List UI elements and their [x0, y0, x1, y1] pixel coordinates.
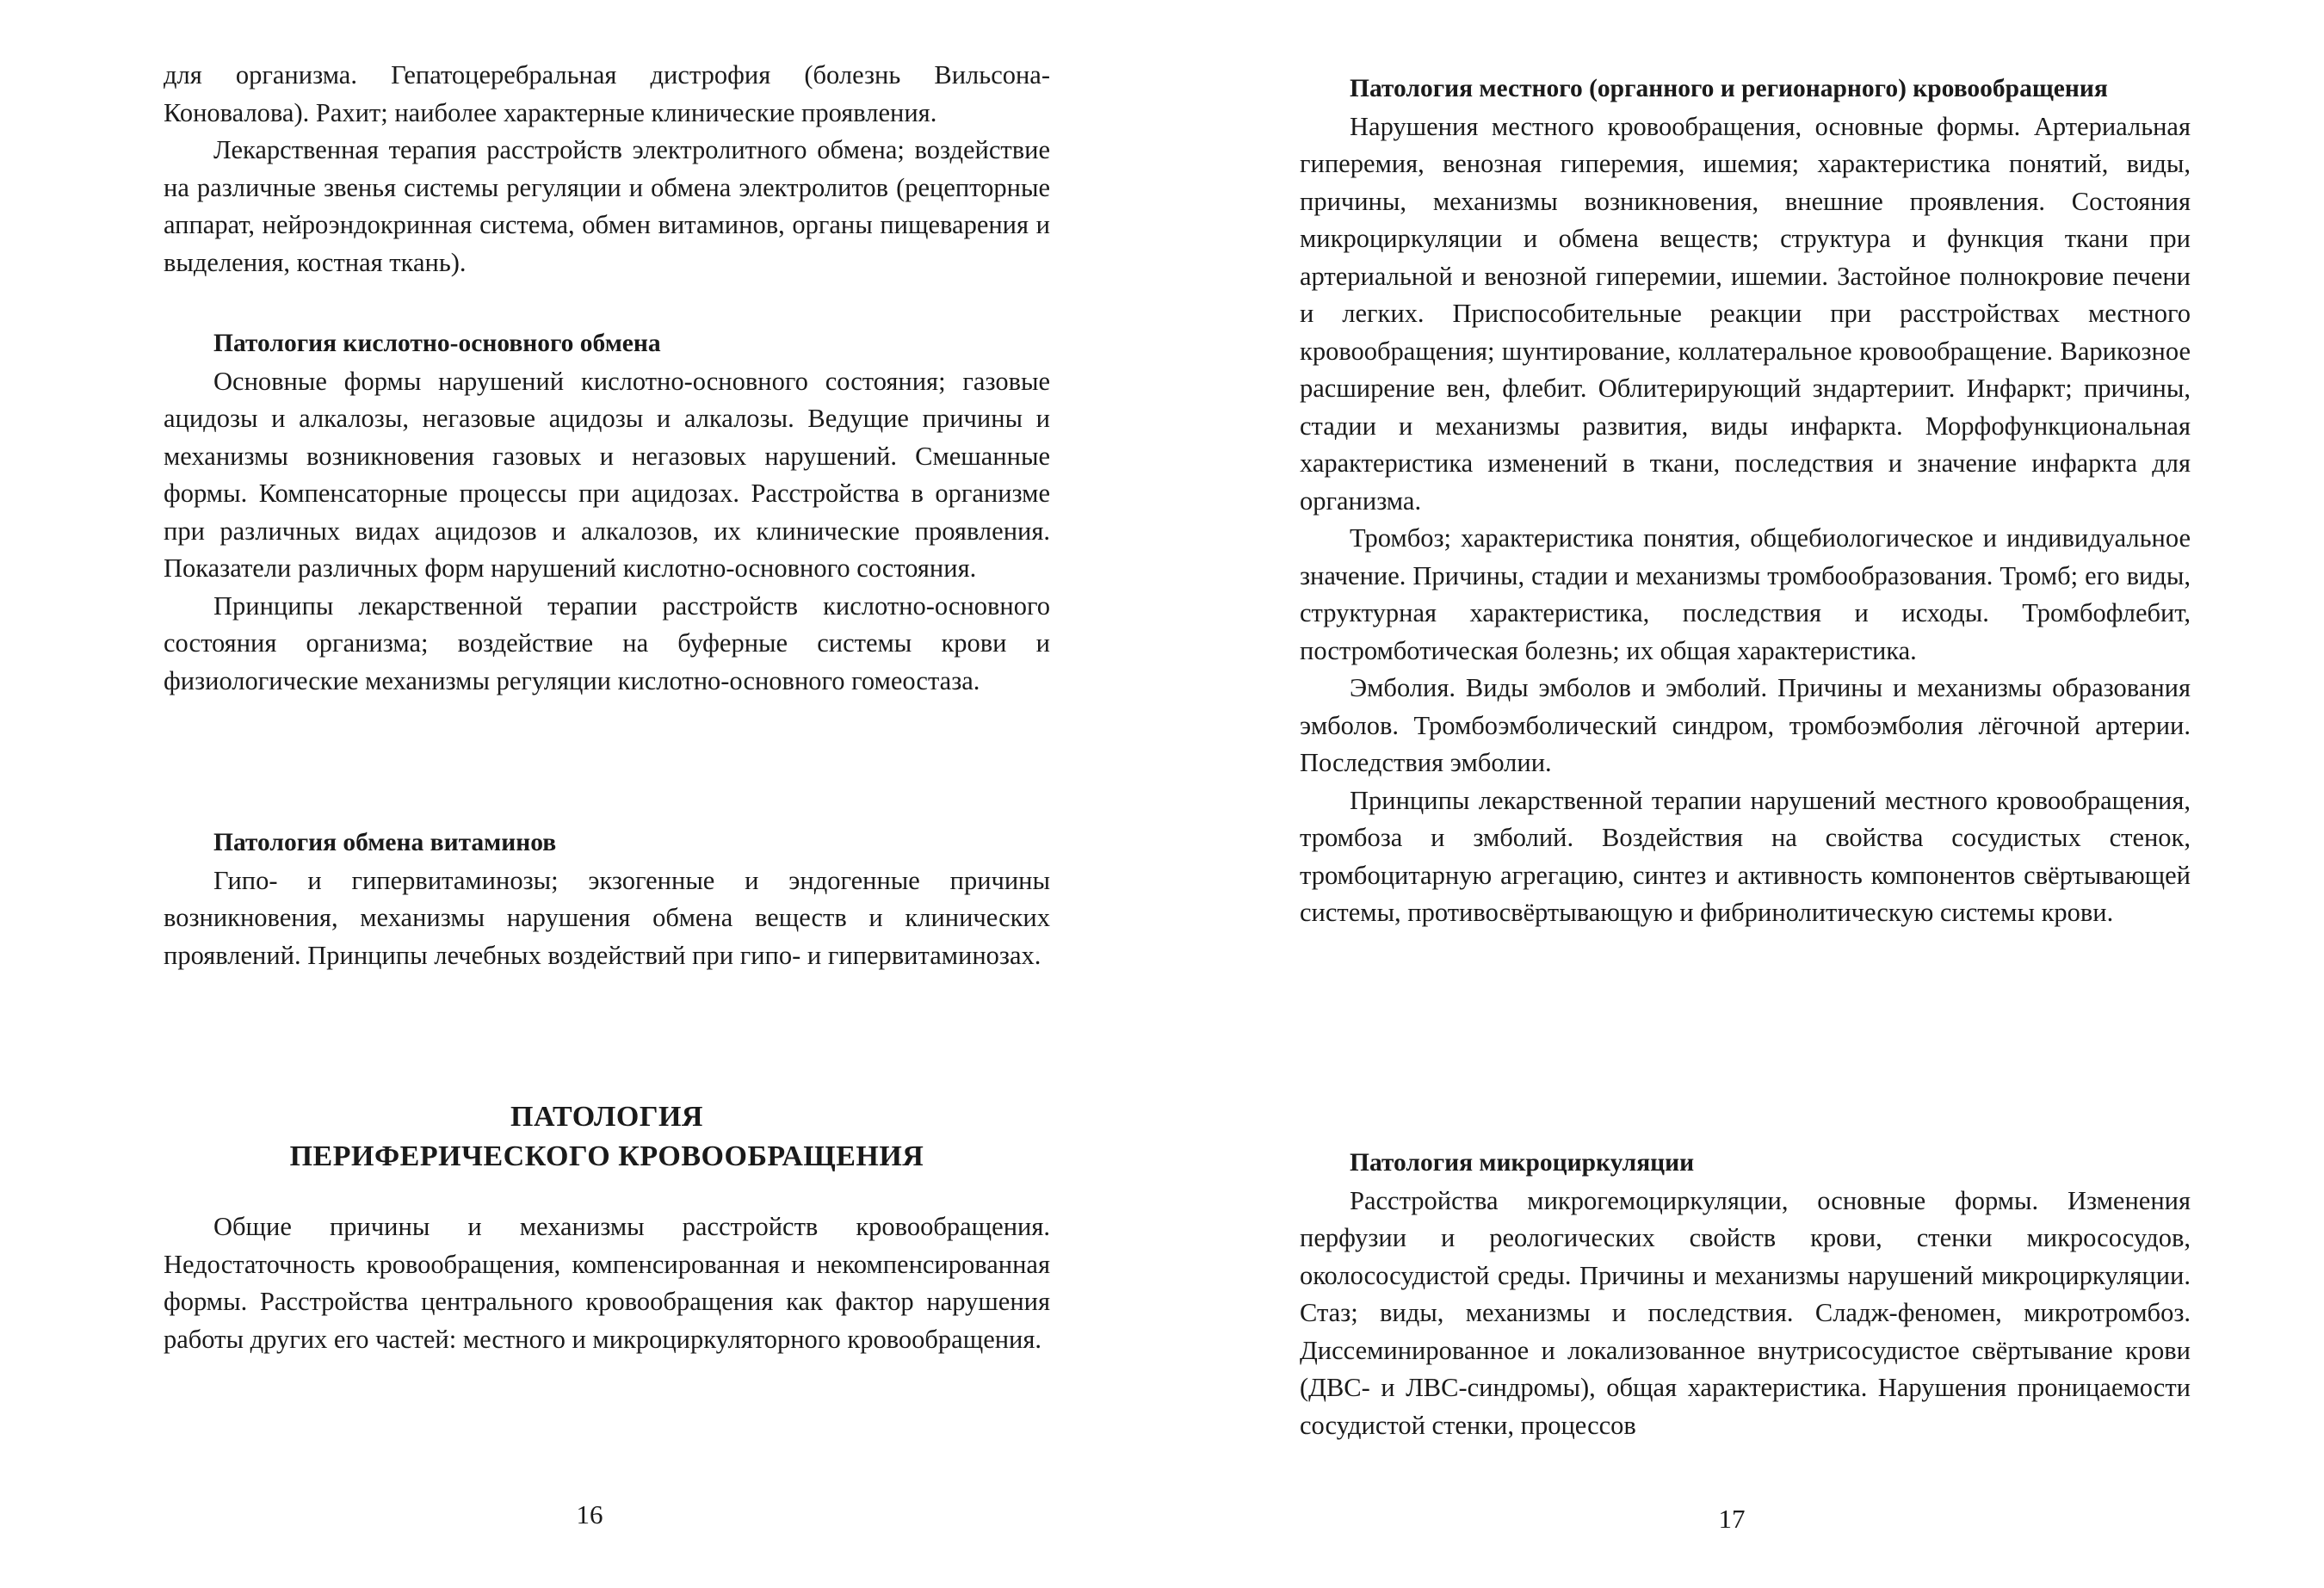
intro-paragraph-2: Лекарственная терапия расстройств электролитного обмена; воздействие на различные звенья системы регуляции и обмена электролитов (рецепторные аппарат, нейроэндокринная система, обмен витаминов, органы пищеварения и выделения, костная ткань).	[164, 135, 1050, 277]
intro-paragraph-1: для организма. Гепатоцеребральная дистрофия (болезнь Вильсона-Коновалова). Рахит; наиболее характерные клинические проявления.	[164, 60, 1050, 127]
local-circulation-paragraph-2: Тромбоз; характеристика понятия, общебиологическое и индивидуальное значение. Причины, стадии и механизмы тромбообразования. Тромб; его виды, структурная характеристика, последствия и исходы. Тромбофлебит, постромботическая болезнь; их общая характеристика.	[1300, 523, 2191, 665]
vitamins-heading: Патология обмена витаминов	[213, 829, 557, 856]
vitamins-section	[164, 825, 1050, 974]
section-title-line-1: ПАТОЛОГИЯ	[510, 1101, 703, 1133]
acid-base-paragraph-1: Основные формы нарушений кислотно-основного состояния; газовые ацидозы и алкалозы, негазовые ацидозы и алкалозы. Ведущие причины и механизмы возникновения газовых и негазовых нарушений. Смешанные формы. Компенсаторные процессы при ацидозах. Расстройства в организме при различных видах ацидозов и алкалозов, их клинические проявления. Показатели различных форм нарушений кислотно-основного состояния.	[164, 366, 1050, 583]
acid-base-paragraph-2: Принципы лекарственной терапии расстройств кислотно-основного состояния организма; воздействие на буферные системы крови и физиологические механизмы регуляции кислотно-основного гомеостаза.	[164, 590, 1050, 695]
local-circulation-paragraph-4: Принципы лекарственной терапии нарушений местного кровообращения, тромбоза и змболий. Воздействия на свойства сосудистых стенок, тромбоцитарную агрегацию, синтез и активность компонентов свёртывающей системы, противосвёртывающую и фибринолитическую системы крови.	[1300, 785, 2191, 927]
peripheral-paragraph-1: Общие причины и механизмы расстройств кровообращения. Недостаточность кровообращения, компенсированная и некомпенсированная формы. Расстройства центрального кровообращения как фактор нарушения работы других его частей: местного и микроциркуляторного кровообращения.	[164, 1212, 1050, 1354]
page-number-right: 17	[1718, 1504, 1746, 1534]
local-circulation-heading: Патология местного (органного и регионарного) кровообращения	[1350, 75, 2108, 102]
microcirculation-section	[1300, 1145, 2191, 1444]
local-circulation-section	[1300, 71, 2191, 932]
microcirculation-heading: Патология микроциркуляции	[1350, 1149, 1695, 1177]
microcirculation-paragraph-1: Расстройства микрогемоциркуляции, основные формы. Изменения перфузии и реологических свойств крови, стенки микрососудов, околососудистой среды. Причины и механизмы нарушений микроциркуляции. Стаз; виды, механизмы и последствия. Сладж-феномен, микротромбоз. Диссеминированное и локализованное внутрисосудистое свёртывание крови (ДВС- и ЛВС-синдромы), общая характеристика. Нарушения проницаемости сосудистой стенки, процессов	[1300, 1185, 2191, 1440]
acid-base-section	[164, 325, 1050, 700]
local-circulation-paragraph-3: Эмболия. Виды эмболов и эмболий. Причины и механизмы образования эмболов. Тромбоэмболический синдром, тромбоэмболия лёгочной артерии. Последствия эмболии.	[1300, 673, 2191, 777]
local-circulation-paragraph-1: Нарушения местного кровообращения, основные формы. Артериальная гиперемия, венозная гиперемия, ишемия; характеристика понятий, виды, причины, механизмы возникновения, внешние проявления. Состояния микроциркуляции и обмена веществ; структура и функция ткани при артериальной и венозной гиперемии, ишемии. Застойное полнокровие печени и легких. Приспособительные реакции при расстройствах местного кровообращения; шунтирование, коллатеральное кровообращение. Варикозное расширение вен, флебит. Облитерирующий зндартериит. Инфаркт; причины, стадии и механизмы развития, виды инфаркта. Морфофункциональная характеристика изменений в ткани, последствия и значение инфаркта для организма.	[1300, 111, 2191, 516]
peripheral-body	[164, 1208, 1050, 1358]
left-page	[164, 0, 1050, 1588]
section-title-line-2: ПЕРИФЕРИЧЕСКОГО КРОВООБРАЩЕНИЯ	[289, 1140, 924, 1172]
peripheral-section	[164, 1097, 1050, 1177]
page-number-left: 16	[576, 1499, 603, 1529]
intro-block	[164, 57, 1050, 281]
vitamins-paragraph-1: Гипо- и гипервитаминозы; экзогенные и эндогенные причины возникновения, механизмы нарушения обмена веществ и клинических проявлений. Принципы лечебных воздействий при гипо- и гипервитаминозах.	[164, 865, 1050, 970]
acid-base-heading: Патология кислотно-основного обмена	[213, 330, 661, 357]
right-page	[1300, 0, 2191, 1588]
